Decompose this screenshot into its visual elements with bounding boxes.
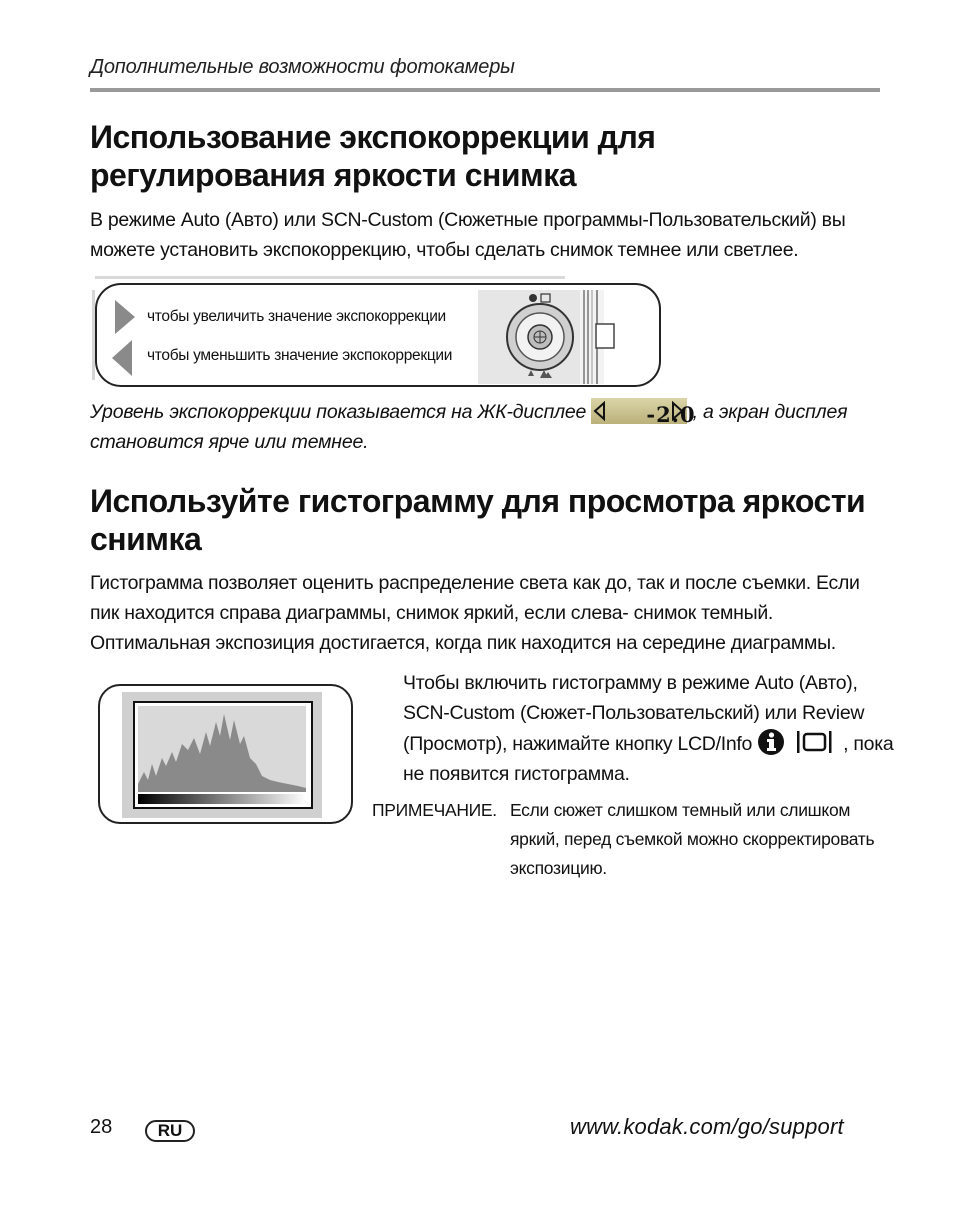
lcd-icon xyxy=(804,734,825,750)
header-rule xyxy=(90,88,880,92)
decrease-label: чтобы уменьшить значение экспокоррекции xyxy=(147,347,453,364)
section-title-histogram: Используйте гистограмму для просмотра яркости снимка xyxy=(90,483,866,557)
note-label: ПРИМЕЧАНИЕ. xyxy=(372,800,497,820)
language-badge: RU xyxy=(145,1120,195,1142)
instruction-before: Чтобы включить гистограмму в режиме Auto (Авто), SCN-Custom (Сюжет-Пользовательский) или Review (Просмотр), нажимайте кнопку LCD/Info xyxy=(403,672,865,755)
joystick-icon xyxy=(507,304,573,370)
histogram-illustration xyxy=(122,692,322,818)
instruction-after: , пока не появится гистограмма. xyxy=(403,733,894,785)
section-title-exposure: Использование экспокоррекции для регулирования яркости снимка xyxy=(90,119,656,193)
panel-top-shadow xyxy=(95,276,565,279)
lcd-description xyxy=(90,397,890,457)
histogram-intro: Гистограмма позволяет оценить распределение света как до, так и после съемки. Если пик находится справа диаграммы, снимок яркий, если слева- снимок темный. Оптимальная экспозиция достигается, когда пик находится на середине диаграммы. xyxy=(90,572,860,654)
increase-label: чтобы увеличить значение экспокоррекции xyxy=(147,308,446,325)
camera-joystick-illustration xyxy=(478,290,626,384)
arrow-right-icon xyxy=(115,300,135,334)
histogram-instruction xyxy=(403,668,903,789)
note-text: Если сюжет слишком темный или слишком яркий, перед съемкой можно скорректировать экспозицию. xyxy=(510,800,875,878)
lcd-text-before: Уровень экспокоррекции показывается на ЖК-дисплее xyxy=(90,401,587,423)
exposure-intro: В режиме Auto (Авто) или SCN-Custom (Сюжетные программы-Пользовательский) вы можете установить экспокоррекцию, чтобы сделать снимок темнее или светлее. xyxy=(90,209,846,261)
running-head: Дополнительные возможности фотокамеры xyxy=(90,56,515,78)
lcd-text-after: , а экран дисплея становится ярче или темнее. xyxy=(90,401,848,453)
exposure-value: -2.0 xyxy=(646,402,696,427)
arrow-left-icon xyxy=(112,340,132,376)
page-number: 28 xyxy=(90,1116,113,1138)
lcd-info-button-icons xyxy=(757,728,843,756)
support-url[interactable]: www.kodak.com/go/support xyxy=(570,1114,844,1139)
